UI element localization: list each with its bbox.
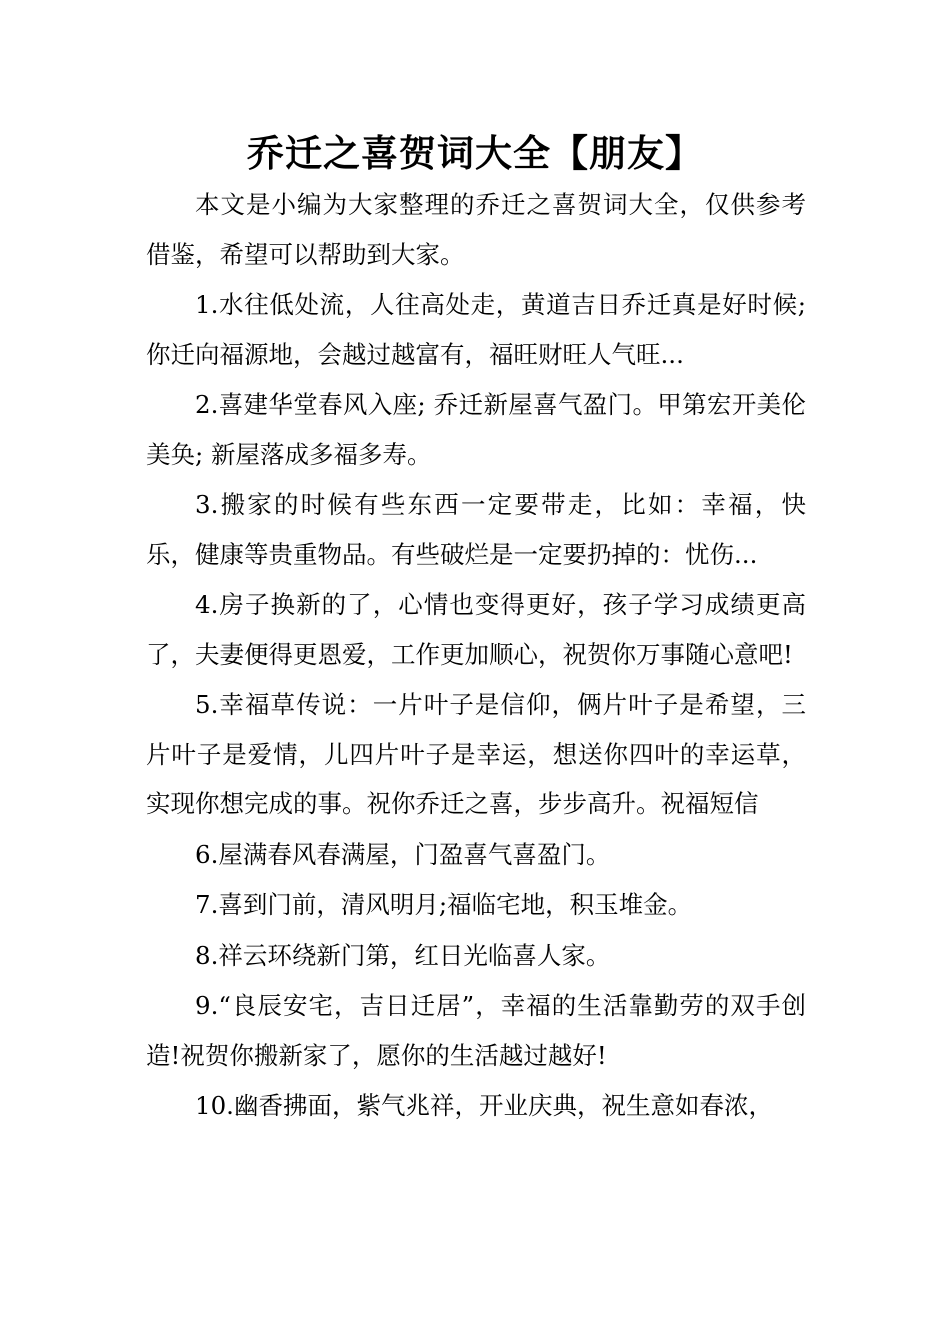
- intro-paragraph: 本文是小编为大家整理的乔迁之喜贺词大全，仅供参考借鉴，希望可以帮助到大家。: [146, 190, 806, 269]
- list-item-5: 5.幸福草传说：一片叶子是信仰，俩片叶子是希望，三片叶子是爱情，儿四片叶子是幸运，想送你四叶的幸运草，实现你想完成的事。祝你乔迁之喜，步步高升。祝福短信: [146, 690, 806, 818]
- list-item-6: 6.屋满春风春满屋，门盈喜气喜盈门。: [195, 839, 611, 869]
- document-body: [146, 180, 806, 1131]
- list-item-3: 3.搬家的时候有些东西一定要带走，比如：幸福，快乐，健康等贵重物品。有些破烂是一定要扔掉的：忧伤...: [146, 490, 806, 569]
- list-item-4: 4.房子换新的了，心情也变得更好，孩子学习成绩更高了，夫妻便得更恩爱，工作更加顺心，祝贺你万事随心意吧!: [146, 590, 806, 669]
- list-item-7: 7.喜到门前，清风明月;福临宅地，积玉堆金。: [195, 890, 693, 919]
- list-item-1: 1.水往低处流，人往高处走，黄道吉日乔迁真是好时候;你迁向福源地，会越过越富有，福旺财旺人气旺...: [146, 290, 806, 369]
- list-item-8: 8.祥云环绕新门第，红日光临喜人家。: [195, 940, 611, 970]
- list-item-9: 9.“良辰安宅，吉日迁居”，幸福的生活靠勤劳的双手创造!祝贺你搬新家了，愿你的生活越过越好!: [146, 991, 806, 1070]
- list-item-10: 10.幽香拂面，紫气兆祥，开业庆典，祝生意如春浓，: [195, 1091, 773, 1120]
- document-title: 乔迁之喜贺词大全【朋友】: [247, 131, 703, 175]
- list-item-2: 2.喜建华堂春风入座; 乔迁新屋喜气盈门。甲第宏开美伦美奂; 新屋落成多福多寿。: [146, 390, 806, 469]
